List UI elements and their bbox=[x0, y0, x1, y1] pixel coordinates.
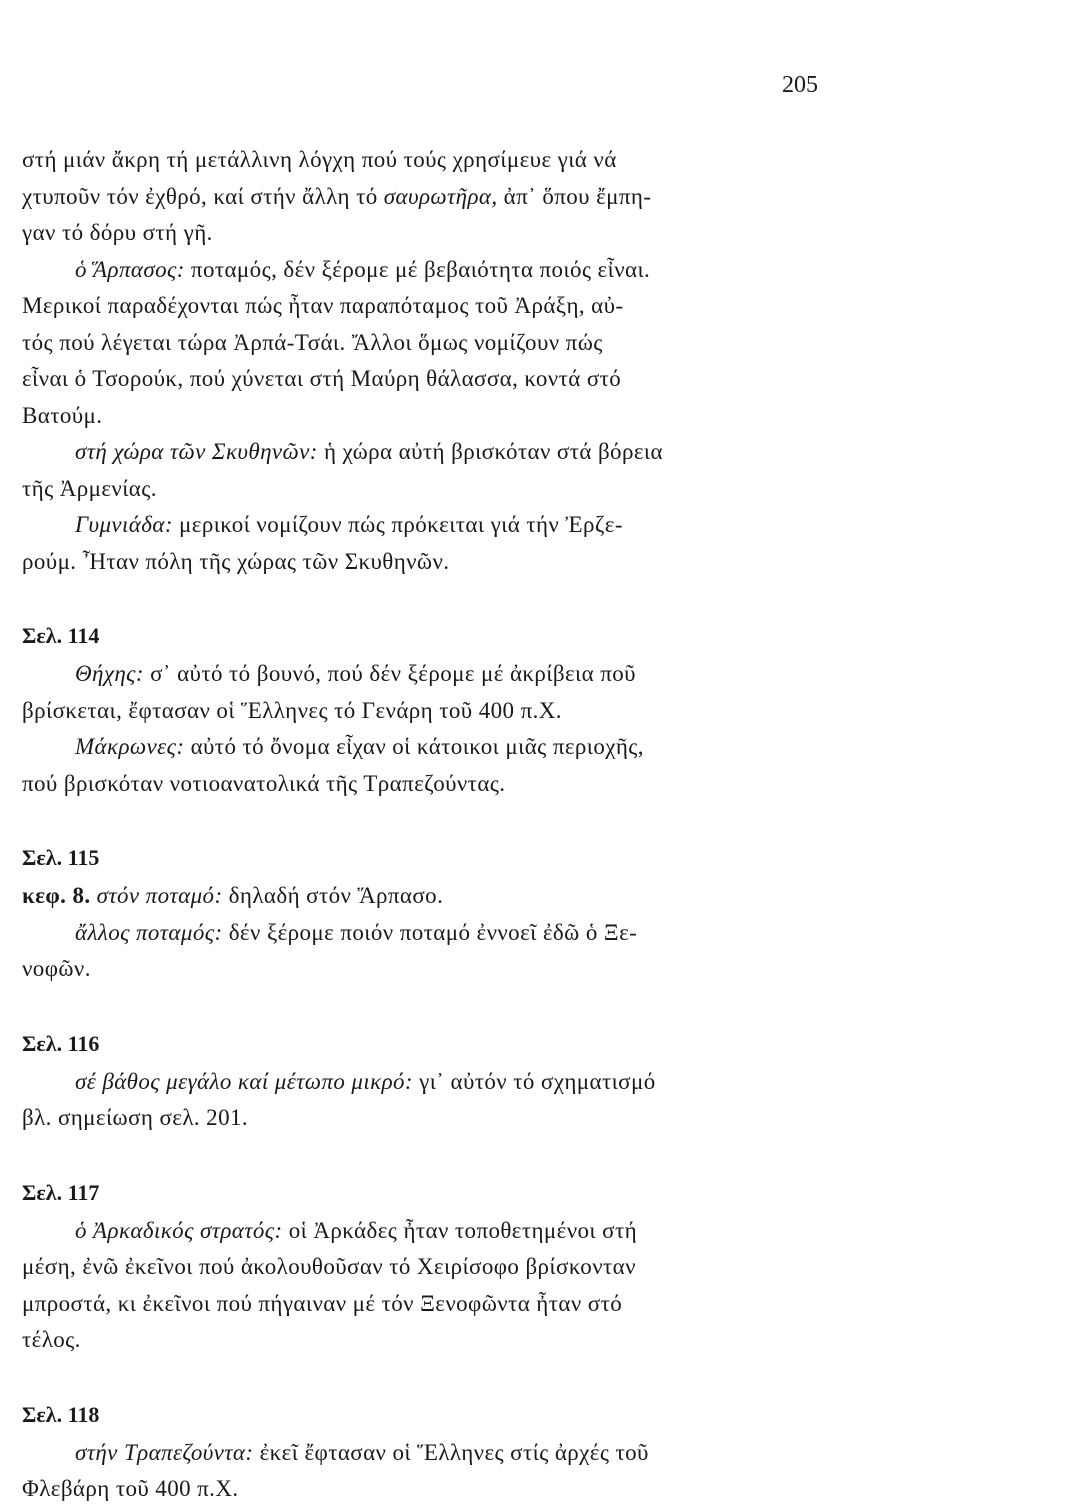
page-number: 205 bbox=[782, 72, 818, 98]
text-line: Φλεβάρη τοῦ 400 π.Χ. bbox=[22, 1476, 239, 1501]
notes-body bbox=[22, 142, 822, 1508]
text-line: χτυποῦν τόν ἐχθρό, καί στήν ἄλλη τό σαυρωτῆρα, ἀπ᾿ ὅπου ἔμπη- bbox=[22, 183, 652, 209]
text-line: στή μιάν ἄκρη τή μετάλλινη λόγχη πού τούς χρησίμευε γιά νά bbox=[22, 147, 617, 172]
text-line: μπροστά, κι ἐκεῖνοι πού πήγαιναν μέ τόν Ξενοφῶντα ἦταν στό bbox=[22, 1290, 623, 1316]
text-line: τῆς Ἀρμενίας. bbox=[22, 475, 157, 501]
note-term: στόν ποταμό: bbox=[90, 883, 223, 908]
note-term: στή χώρα τῶν Σκυθηνῶν: bbox=[75, 439, 318, 464]
section-heading-118: Σελ. 118 bbox=[22, 1401, 100, 1427]
note-entry: κεφ. 8. στόν ποταμό: δηλαδή στόν Ἅρπασο. bbox=[22, 883, 444, 908]
note-term: σέ βάθος μεγάλο καί μέτωπο μικρό: bbox=[75, 1068, 413, 1094]
note-term: ὁ Ἅρπασος: bbox=[75, 256, 185, 282]
note-term: Θήχης: bbox=[75, 661, 144, 686]
note-term: ὁ Ἀρκαδικός στρατός: bbox=[75, 1217, 283, 1243]
note-term: ἄλλος ποταμός: bbox=[75, 919, 223, 945]
text-line: τός πού λέγεται τώρα Ἀρπά-Τσάι. Ἄλλοι ὅμως νομίζουν πώς bbox=[22, 329, 603, 355]
note-entry: ὁ Ἅρπασος: ποταμός, δέν ξέρομε μέ βεβαιότητα ποιός εἶναι. bbox=[75, 256, 651, 282]
section-heading-116: Σελ. 116 bbox=[22, 1030, 100, 1056]
text-line: μέση, ἐνῶ ἐκεῖνοι πού ἀκολουθοῦσαν τό Χειρίσοφο βρίσκονταν bbox=[22, 1254, 636, 1279]
section-heading-115: Σελ. 115 bbox=[22, 845, 100, 870]
note-entry: Γυμνιάδα: μερικοί νομίζουν πώς πρόκειται γιά τήν Ἐρζε- bbox=[75, 512, 623, 537]
text-line: γαν τό δόρυ στή γῆ. bbox=[22, 220, 213, 245]
chapter-label: κεφ. 8. bbox=[22, 883, 91, 908]
section-heading-114: Σελ. 114 bbox=[22, 623, 100, 648]
note-entry: Θήχης: σ᾿ αὐτό τό βουνό, πού δέν ξέρομε μέ ἀκρίβεια ποῦ bbox=[75, 661, 636, 686]
note-term: Μάκρωνες: bbox=[75, 734, 185, 759]
text-line: Μερικοί παραδέχονται πώς ἦταν παραπόταμος τοῦ Ἀράξη, αὐ- bbox=[22, 293, 624, 318]
text-line: Βατούμ. bbox=[22, 402, 103, 428]
note-entry: στήν Τραπεζούντα: ἐκεῖ ἔφτασαν οἱ Ἕλληνες στίς ἀρχές τοῦ bbox=[75, 1439, 649, 1465]
note-entry: Μάκρωνες: αὐτό τό ὄνομα εἶχαν οἱ κάτοικοι μιᾶς περιοχῆς, bbox=[75, 734, 644, 759]
text-line: τέλος. bbox=[22, 1327, 81, 1352]
text-line: ρούμ. Ἦταν πόλη τῆς χώρας τῶν Σκυθηνῶν. bbox=[22, 548, 450, 574]
note-entry: ὁ Ἀρκαδικός στρατός: οἱ Ἀρκάδες ἦταν τοποθετημένοι στή bbox=[75, 1217, 638, 1243]
note-term: σαυρωτῆρα, bbox=[383, 183, 498, 209]
note-entry: στή χώρα τῶν Σκυθηνῶν: ἡ χώρα αὐτή βρισκόταν στά βόρεια bbox=[75, 439, 663, 464]
text-line: νοφῶν. bbox=[22, 956, 91, 981]
text-line: βλ. σημείωση σελ. 201. bbox=[22, 1105, 249, 1130]
text-line: βρίσκεται, ἔφτασαν οἱ Ἕλληνες τό Γενάρη τοῦ 400 π.Χ. bbox=[22, 697, 562, 723]
note-term: στήν Τραπεζούντα: bbox=[75, 1439, 254, 1465]
note-entry: σέ βάθος μεγάλο καί μέτωπο μικρό: γι᾿ αὐτόν τό σχηματισμό bbox=[75, 1068, 656, 1094]
note-entry: ἄλλος ποταμός: δέν ξέρομε ποιόν ποταμό ἐννοεῖ ἐδῶ ὁ Ξε- bbox=[75, 919, 638, 945]
section-heading-117: Σελ. 117 bbox=[22, 1179, 100, 1205]
note-term: Γυμνιάδα: bbox=[75, 512, 173, 537]
text-line: πού βρισκόταν νοτιοανατολικά τῆς Τραπεζούντας. bbox=[22, 770, 506, 796]
text-line: εἶναι ὁ Τσορούκ, πού χύνεται στή Μαύρη θάλασσα, κοντά στό bbox=[22, 366, 622, 391]
